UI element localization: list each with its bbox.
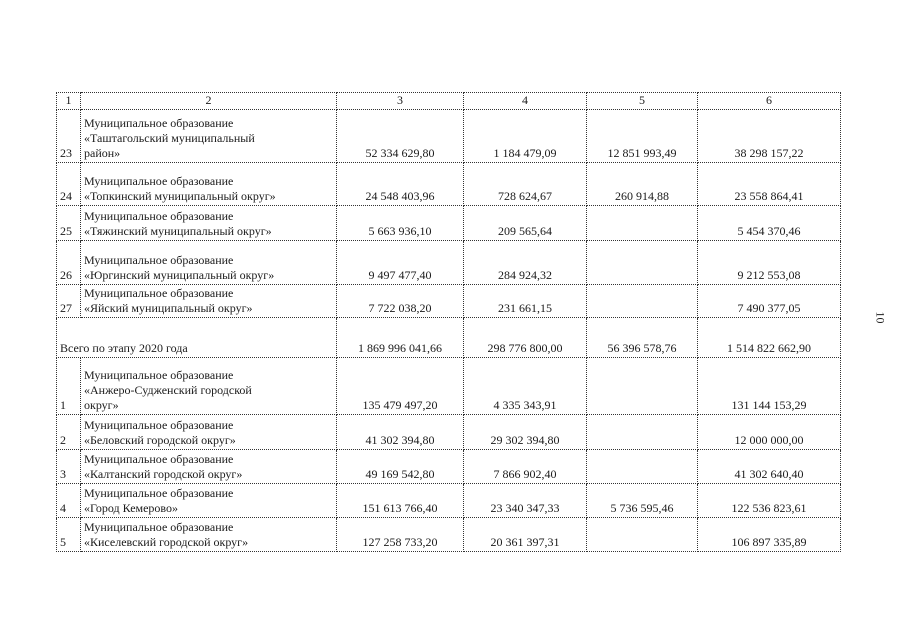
row-number: 25 — [57, 206, 81, 241]
value-col4: 4 335 343,91 — [464, 358, 587, 415]
total-col6: 1 514 822 662,90 — [698, 318, 841, 358]
value-col4: 231 661,15 — [464, 285, 587, 318]
value-col5 — [587, 206, 698, 241]
row-number: 24 — [57, 163, 81, 206]
value-col6: 41 302 640,40 — [698, 450, 841, 484]
table-row — [57, 415, 841, 450]
value-col4: 29 302 394,80 — [464, 415, 587, 450]
municipality-name: Муниципальное образование «Таштагольский муниципальный район» — [81, 110, 337, 163]
value-col4: 1 184 479,09 — [464, 110, 587, 163]
value-col5 — [587, 241, 698, 285]
value-col5 — [587, 358, 698, 415]
municipality-name: Муниципальное образование «Калтанский городской округ» — [81, 450, 337, 484]
value-col5: 5 736 595,46 — [587, 484, 698, 518]
municipality-name: Муниципальное образование «Яйский муниципальный округ» — [81, 285, 337, 318]
value-col3: 49 169 542,80 — [337, 450, 464, 484]
total-col4: 298 776 800,00 — [464, 318, 587, 358]
value-col4: 728 624,67 — [464, 163, 587, 206]
table-row — [57, 163, 841, 206]
row-number: 1 — [57, 358, 81, 415]
table-row — [57, 484, 841, 518]
value-col5: 12 851 993,49 — [587, 110, 698, 163]
row-number: 27 — [57, 285, 81, 318]
municipality-name: Муниципальное образование «Город Кемерово» — [81, 484, 337, 518]
value-col6: 12 000 000,00 — [698, 415, 841, 450]
value-col6: 9 212 553,08 — [698, 241, 841, 285]
total-col3: 1 869 996 041,66 — [337, 318, 464, 358]
municipality-name: Муниципальное образование «Юргинский муниципальный округ» — [81, 241, 337, 285]
header-cell: 3 — [337, 93, 464, 110]
value-col5 — [587, 285, 698, 318]
value-col3: 24 548 403,96 — [337, 163, 464, 206]
header-cell: 1 — [57, 93, 81, 110]
header-cell: 6 — [698, 93, 841, 110]
municipality-name: Муниципальное образование «Анжеро-Судженский городской округ» — [81, 358, 337, 415]
row-number: 3 — [57, 450, 81, 484]
value-col5 — [587, 518, 698, 552]
row-number: 23 — [57, 110, 81, 163]
table-row — [57, 358, 841, 415]
table-row — [57, 206, 841, 241]
municipality-name: Муниципальное образование «Тяжинский муниципальный округ» — [81, 206, 337, 241]
value-col6: 122 536 823,61 — [698, 484, 841, 518]
municipality-name: Муниципальное образование «Беловский городской округ» — [81, 415, 337, 450]
value-col6: 7 490 377,05 — [698, 285, 841, 318]
value-col3: 127 258 733,20 — [337, 518, 464, 552]
total-label: Всего по этапу 2020 года — [57, 318, 337, 358]
value-col3: 52 334 629,80 — [337, 110, 464, 163]
table-row — [57, 518, 841, 552]
municipality-name: Муниципальное образование «Киселевский городской округ» — [81, 518, 337, 552]
value-col6: 23 558 864,41 — [698, 163, 841, 206]
value-col5: 260 914,88 — [587, 163, 698, 206]
value-col6: 38 298 157,22 — [698, 110, 841, 163]
header-cell: 2 — [81, 93, 337, 110]
value-col4: 7 866 902,40 — [464, 450, 587, 484]
value-col4: 284 924,32 — [464, 241, 587, 285]
value-col3: 135 479 497,20 — [337, 358, 464, 415]
table-row — [57, 450, 841, 484]
total-row — [57, 318, 841, 358]
value-col3: 151 613 766,40 — [337, 484, 464, 518]
table-row — [57, 241, 841, 285]
table-row — [57, 110, 841, 163]
page-number: 10 — [873, 311, 888, 324]
value-col5 — [587, 450, 698, 484]
table-row — [57, 285, 841, 318]
value-col4: 20 361 397,31 — [464, 518, 587, 552]
value-col3: 5 663 936,10 — [337, 206, 464, 241]
value-col4: 23 340 347,33 — [464, 484, 587, 518]
row-number: 4 — [57, 484, 81, 518]
total-col5: 56 396 578,76 — [587, 318, 698, 358]
header-row — [57, 93, 841, 110]
data-table — [56, 92, 841, 552]
row-number: 5 — [57, 518, 81, 552]
row-number: 26 — [57, 241, 81, 285]
municipality-name: Муниципальное образование «Топкинский муниципальный округ» — [81, 163, 337, 206]
header-cell: 4 — [464, 93, 587, 110]
value-col4: 209 565,64 — [464, 206, 587, 241]
value-col6: 5 454 370,46 — [698, 206, 841, 241]
value-col3: 9 497 477,40 — [337, 241, 464, 285]
value-col3: 7 722 038,20 — [337, 285, 464, 318]
value-col3: 41 302 394,80 — [337, 415, 464, 450]
header-cell: 5 — [587, 93, 698, 110]
value-col6: 131 144 153,29 — [698, 358, 841, 415]
value-col6: 106 897 335,89 — [698, 518, 841, 552]
value-col5 — [587, 415, 698, 450]
row-number: 2 — [57, 415, 81, 450]
